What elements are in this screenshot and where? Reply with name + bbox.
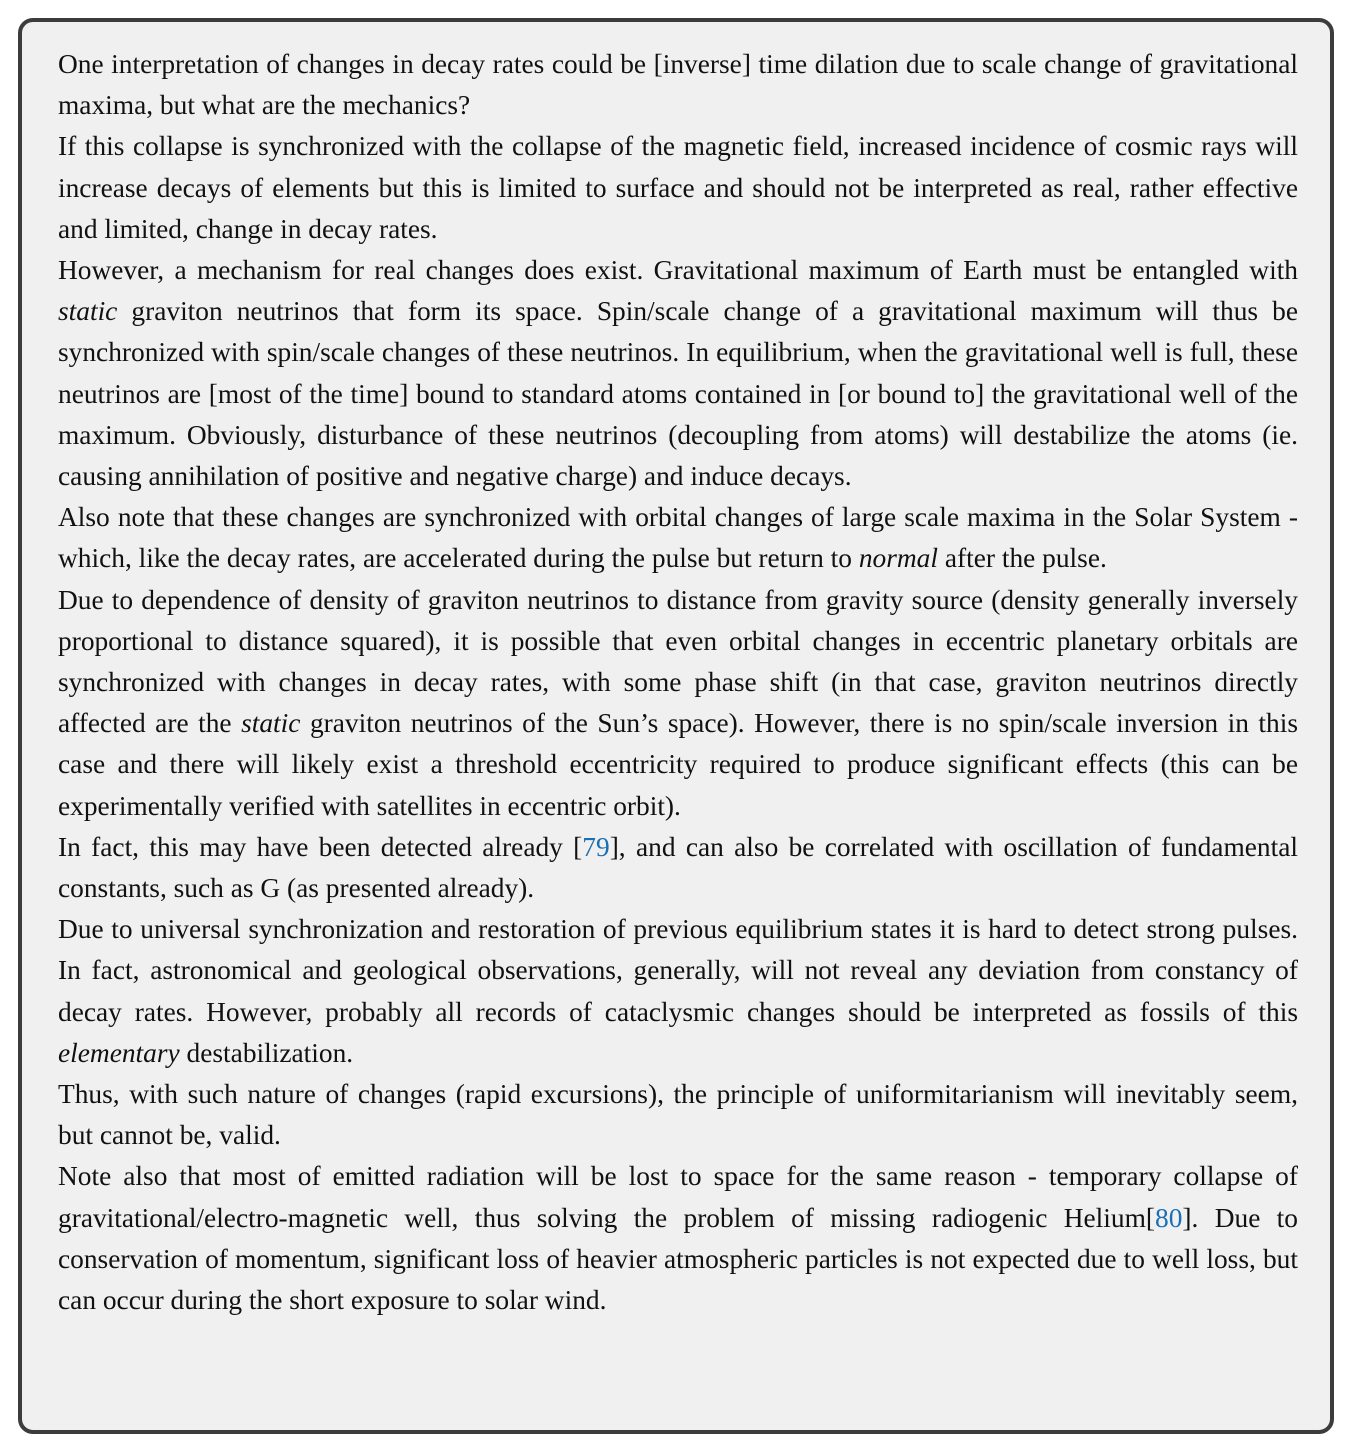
body-text: In fact, this may have been detected already [ (58, 831, 583, 862)
body-text: ], and can also be correlated with oscillation of fundamental constants, such as G (as presented already). (58, 831, 1298, 904)
body-text: Thus, with such nature of changes (rapid excursions), the principle of uniformitarianism will inevitably seem, but cannot be, valid. (58, 1079, 1298, 1151)
emphasized-term: static (58, 296, 118, 327)
paragraph (58, 1074, 1298, 1156)
body-text: graviton neutrinos that form its space. Spin/scale change of a gravitational maximum will thus be synchronized with spin/scale changes of these neutrinos. In equilibrium, when the gravitational well is full, these neutrinos are [most of the time] bound to standard atoms contained in [or bound to] the gravitational well of the maximum. Obviously, disturbance of these neutrinos (decoupling from atoms) will destabilize the atoms (ie. causing annihilation of positive and negative charge) and induce decays. (58, 296, 1298, 492)
body-text: Note also that most of emitted radiation will be lost to space for the same reason - temporary collapse of gravitational/electro-magnetic well, thus solving the problem of missing radiogenic Helium[ (58, 1161, 1298, 1233)
paragraph (58, 909, 1298, 1074)
citation-link[interactable]: 79 (582, 831, 610, 862)
body-text: ]. Due to conservation of momentum, significant loss of heavier atmospheric particles is not expected due to well loss, but can occur during the short exposure to solar wind. (58, 1202, 1298, 1316)
emphasized-term: static (241, 708, 301, 739)
paragraph (58, 1156, 1298, 1321)
body-text: If this collapse is synchronized with the collapse of the magnetic field, increased incidence of cosmic rays will increase decays of elements but this is limited to surface and should not be interpreted as real, rather effective and limited, change in decay rates. (58, 131, 1298, 244)
body-text: graviton neutrinos of the Sun’s space). However, there is no spin/scale inversion in this case and there will likely exist a threshold eccentricity required to produce significant effects (this can be experimentally verified with satellites in eccentric orbit). (58, 708, 1298, 821)
paragraph (58, 827, 1298, 909)
body-text: However, a mechanism for real changes does exist. Gravitational maximum of Earth must be entangled with (58, 255, 1298, 286)
excerpt-text-body (58, 44, 1298, 1321)
emphasized-term: elementary (58, 1037, 180, 1068)
citation-link[interactable]: 80 (1155, 1202, 1183, 1233)
body-text: after the pulse. (937, 543, 1107, 574)
excerpt-callout-box (18, 18, 1334, 1434)
body-text: destabilization. (179, 1037, 354, 1068)
paragraph (58, 250, 1298, 497)
body-text: Also note that these changes are synchronized with orbital changes of large scale maxima in the Solar System - which, like the decay rates, are accelerated during the pulse but return to (58, 502, 1298, 574)
emphasized-term: normal (858, 543, 938, 574)
body-text: Due to universal synchronization and restoration of previous equilibrium states it is hard to detect strong pulses. In fact, astronomical and geological observations, generally, will not reveal any deviation from constancy of decay rates. However, probably all records of cataclysmic changes should be interpreted as fossils of this (58, 914, 1298, 1027)
paragraph (58, 497, 1298, 579)
paragraph (58, 126, 1298, 250)
paragraph (58, 580, 1298, 827)
body-text: One interpretation of changes in decay rates could be [inverse] time dilation due to scale change of gravitational maxima, but what are the mechanics? (58, 49, 1298, 121)
paragraph (58, 44, 1298, 126)
body-text: Due to dependence of density of graviton neutrinos to distance from gravity source (density generally inversely proportional to distance squared), it is possible that even orbital changes in eccentric planetary orbitals are synchronized with changes in decay rates, with some phase shift (in that case, graviton neutrinos directly affected are the (58, 584, 1298, 739)
